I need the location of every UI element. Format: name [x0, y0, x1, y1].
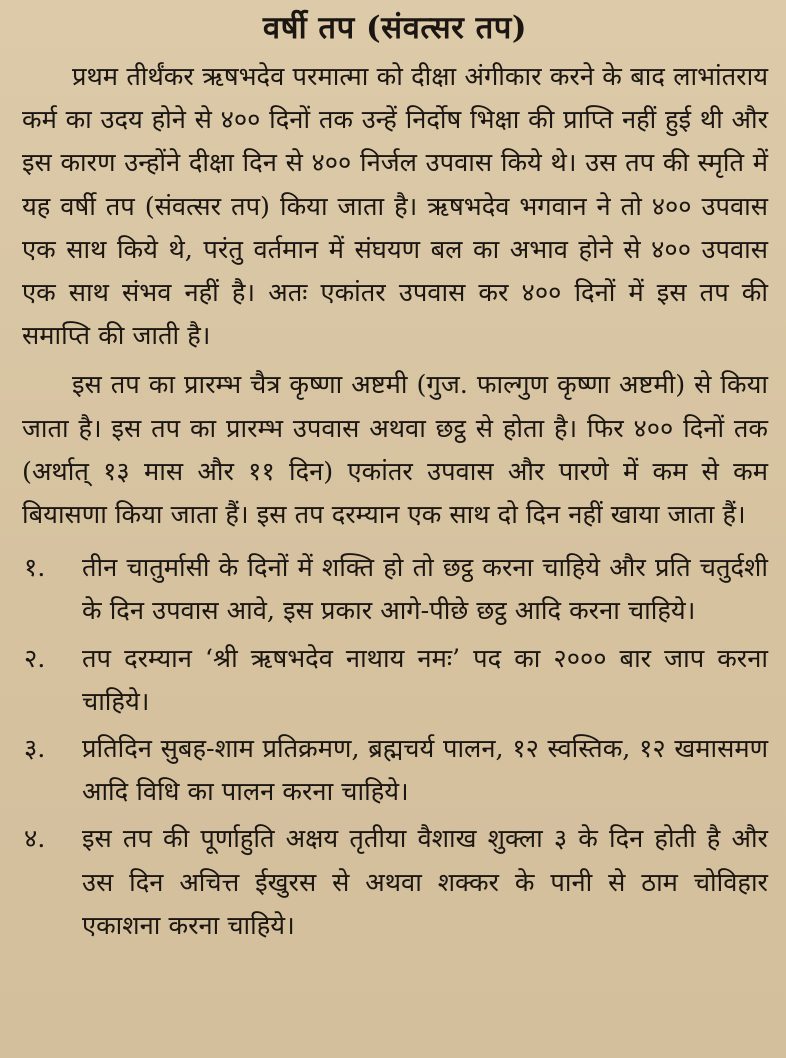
- list-item: [22, 547, 768, 633]
- list-item-number: १.: [24, 553, 46, 584]
- body-paragraphs: [22, 56, 768, 537]
- list-item: [22, 638, 768, 724]
- list-item-text: प्रतिदिन सुबह-शाम प्रतिक्रमण, ब्रह्मचर्य पालन, १२ स्वस्तिक, १२ खमासमण आदि विधि का पालन करना चाहिये।: [82, 734, 768, 808]
- rules-list: [22, 547, 768, 948]
- list-item: [22, 728, 768, 814]
- paragraph-intro: प्रथम तीर्थंकर ऋषभदेव परमात्मा को दीक्षा अंगीकार करने के बाद लाभांतराय कर्म का उदय होने से ४०० दिनों तक उन्हें निर्दोष भिक्षा की प्राप्ति नहीं हुई थी और इस कारण उन्होंने दीक्षा दिन से ४०० निर्जल उपवास किये थे। उस तप की स्मृति में यह वर्षी तप (संवत्सर तप) किया जाता है। ऋषभदेव भगवान ने तो ४०० उपवास एक साथ किये थे, परंतु वर्तमान में संघयण बल का अभाव होने से ४०० उपवास एक साथ संभव नहीं है। अतः एकांतर उपवास कर ४०० दिनों में इस तप की समाप्ति की जाती है।: [22, 62, 768, 352]
- list-item-number: ३.: [24, 734, 46, 765]
- list-item-number: २.: [24, 643, 46, 674]
- list-item-number: ४.: [24, 824, 46, 855]
- list-item: [22, 818, 768, 948]
- list-item-text: तीन चातुर्मासी के दिनों में शक्ति हो तो छट्ठ करना चाहिये और प्रति चतुर्दशी के दिन उपवास आवे, इस प्रकार आगे-पीछे छट्ठ आदि करना चाहिये।: [82, 553, 768, 627]
- paragraph-procedure: इस तप का प्रारम्भ चैत्र कृष्णा अष्टमी (गुज. फाल्गुण कृष्णा अष्टमी) से किया जाता है। इस तप का प्रारम्भ उपवास अथवा छट्ठ से होता है। फिर ४०० दिनों तक (अर्थात् १३ मास और ११ दिन) एकांतर उपवास और पारणे में कम से कम बियासणा किया जाता हैं। इस तप दरम्यान एक साथ दो दिन नहीं खाया जाता हैं।: [22, 370, 768, 531]
- list-item-text: इस तप की पूर्णाहुति अक्षय तृतीया वैशाख शुक्ला ३ के दिन होती है और उस दिन अचित्त ईखुरस से अथवा शक्कर के पानी से ठाम चोविहार एकाशना करना चाहिये।: [82, 824, 768, 941]
- page-title: वर्षी तप (संवत्सर तप): [262, 10, 528, 46]
- list-item-text: तप दरम्यान ‘श्री ऋषभदेव नाथाय नमः’ पद का २००० बार जाप करना चाहिये।: [82, 643, 768, 717]
